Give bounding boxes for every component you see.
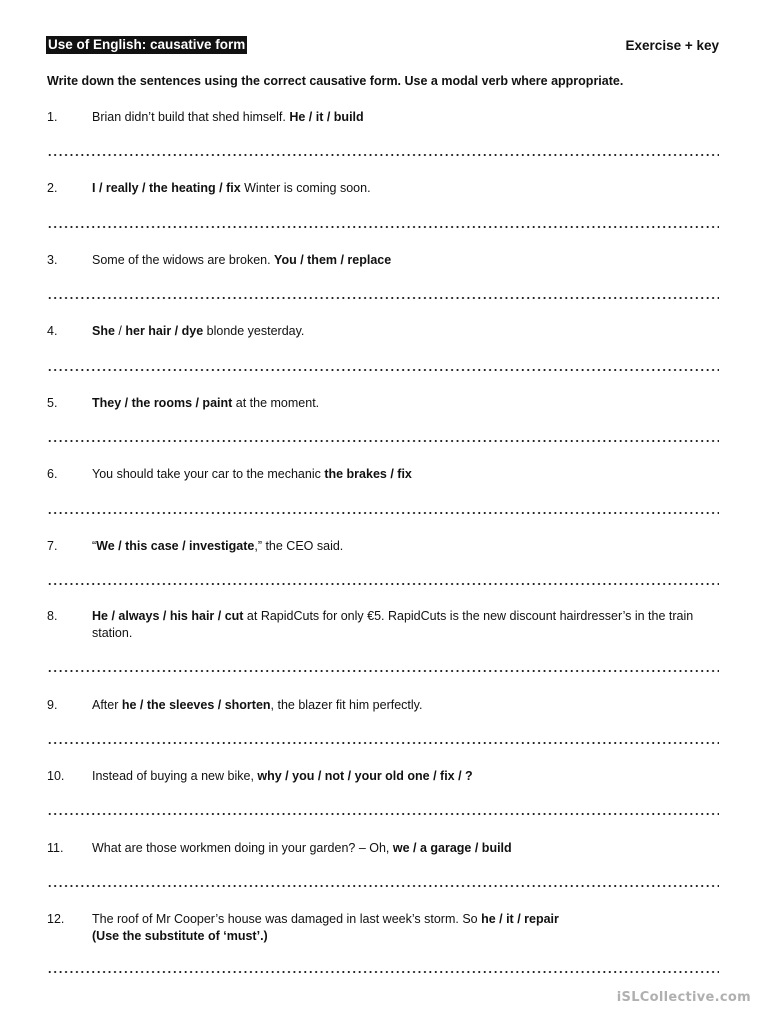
prompt-cue: They / the rooms / paint	[92, 396, 233, 410]
worksheet-subtitle: Exercise + key	[625, 38, 719, 53]
exercise-number: 2.	[47, 181, 58, 195]
prompt-text: You should take your car to the mechanic	[92, 467, 325, 481]
exercise-prompt	[92, 840, 722, 857]
exercise-prompt	[92, 252, 722, 269]
instructions: Write down the sentences using the correct causative form. Use a modal verb where appropriate.	[47, 74, 624, 88]
answer-line[interactable]	[47, 669, 719, 673]
answer-line[interactable]	[47, 511, 719, 515]
prompt-text: What are those workmen doing in your garden? – Oh,	[92, 841, 393, 855]
prompt-text: After	[92, 698, 122, 712]
exercise-number: 6.	[47, 467, 58, 481]
prompt-cue: why / you / not / your old one / fix / ?	[257, 769, 473, 783]
exercise-item	[47, 395, 727, 412]
exercise-item	[47, 252, 727, 269]
prompt-cue: We / this case / investigate	[96, 539, 255, 553]
exercise-number: 7.	[47, 539, 58, 553]
exercise-prompt	[92, 768, 722, 785]
exercise-prompt	[92, 538, 722, 555]
exercise-number: 3.	[47, 253, 58, 267]
prompt-text: blonde yesterday.	[203, 324, 305, 338]
prompt-cue: (Use the substitute of ‘must’.)	[92, 929, 268, 943]
prompt-text: , the blazer fit him perfectly.	[270, 698, 423, 712]
exercise-prompt	[92, 395, 722, 412]
prompt-cue: the brakes / fix	[324, 467, 412, 481]
exercise-prompt	[92, 911, 722, 945]
prompt-cue: He / always / his hair / cut	[92, 609, 244, 623]
exercise-item	[47, 323, 727, 340]
exercise-number: 4.	[47, 324, 58, 338]
answer-line[interactable]	[47, 296, 719, 300]
exercise-number: 5.	[47, 396, 58, 410]
exercise-prompt	[92, 697, 722, 714]
prompt-text: at RapidCuts for only €5. RapidCuts is the new discount hairdresser’s in the train station.	[92, 609, 694, 640]
answer-line[interactable]	[47, 153, 719, 157]
prompt-text: The roof of Mr Cooper’s house was damaged in last week’s storm. So	[92, 912, 482, 926]
exercise-number: 10.	[47, 769, 65, 783]
prompt-cue: You / them / replace	[274, 253, 392, 267]
prompt-text: ,” the CEO said.	[254, 539, 344, 553]
exercise-item	[47, 180, 727, 197]
exercise-prompt	[92, 180, 722, 197]
prompt-text: at the moment.	[232, 396, 320, 410]
exercise-prompt	[92, 323, 722, 340]
answer-line[interactable]	[47, 225, 719, 229]
exercise-prompt	[92, 608, 722, 642]
exercise-item	[47, 466, 727, 483]
prompt-text: Winter is coming soon.	[240, 181, 371, 195]
site-watermark: iSLCollective.com	[616, 990, 751, 1005]
exercise-number: 12.	[47, 912, 65, 926]
exercise-item	[47, 697, 727, 714]
answer-line[interactable]	[47, 741, 719, 745]
exercise-number: 1.	[47, 110, 58, 124]
answer-line[interactable]	[47, 582, 719, 586]
answer-line[interactable]	[47, 812, 719, 816]
exercise-item	[47, 538, 727, 555]
exercise-item	[47, 768, 727, 785]
exercise-item	[47, 608, 727, 642]
worksheet-title: Use of English: causative form	[48, 37, 246, 52]
exercise-prompt	[92, 109, 722, 126]
prompt-text: /	[114, 324, 126, 338]
answer-line[interactable]	[47, 439, 719, 443]
exercise-number: 9.	[47, 698, 58, 712]
prompt-cue: we / a garage / build	[392, 841, 512, 855]
prompt-text: Brian didn’t build that shed himself.	[92, 110, 290, 124]
prompt-cue: I / really / the heating / fix	[92, 181, 241, 195]
prompt-text: Instead of buying a new bike,	[92, 769, 258, 783]
prompt-text: “	[92, 539, 97, 553]
exercise-prompt	[92, 466, 722, 483]
exercise-item	[47, 911, 727, 945]
exercise-item	[47, 109, 727, 126]
prompt-cue: He / it / build	[289, 110, 364, 124]
prompt-cue: he / the sleeves / shorten	[121, 698, 271, 712]
exercise-number: 11.	[47, 841, 64, 855]
prompt-cue: he / it / repair	[481, 912, 559, 926]
prompt-cue: her hair / dye	[125, 324, 204, 338]
exercise-number: 8.	[47, 609, 58, 623]
prompt-cue: She	[92, 324, 115, 338]
prompt-text: Some of the widows are broken.	[92, 253, 275, 267]
answer-line[interactable]	[47, 368, 719, 372]
answer-line[interactable]	[47, 970, 719, 974]
answer-line[interactable]	[47, 884, 719, 888]
exercise-item	[47, 840, 727, 857]
